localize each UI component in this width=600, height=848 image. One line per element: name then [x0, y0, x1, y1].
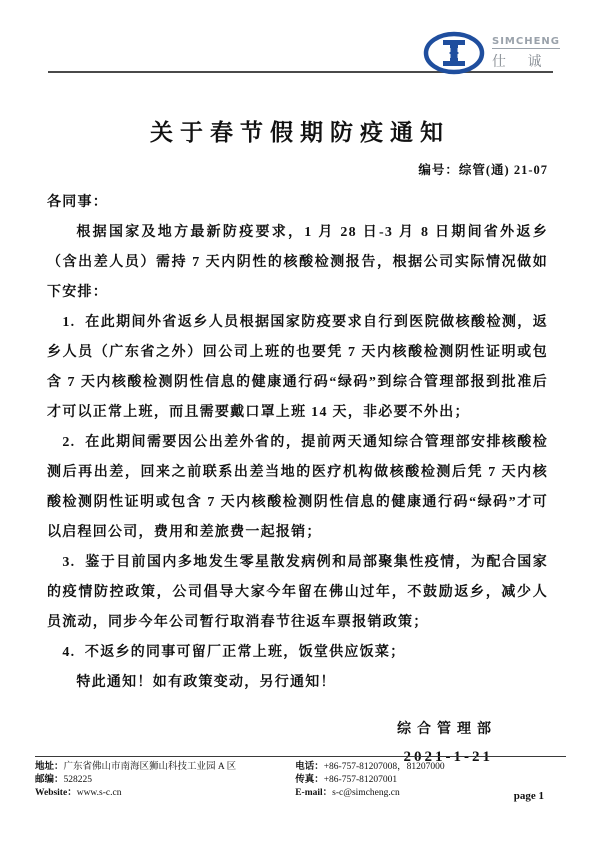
page-footer [35, 756, 566, 800]
footer-address-label: 地址： [35, 762, 64, 772]
footer-zip-value: 528225 [63, 775, 93, 785]
footer-phone-value: +86-757-81207008，81207000 [323, 762, 445, 772]
footer-phone [295, 761, 566, 774]
page-number: page 1 [513, 790, 544, 802]
footer-website-label: Website： [35, 788, 77, 798]
signature-date: 2021-1-21 [403, 749, 493, 765]
brand-name-en: SIMCHENG [492, 35, 560, 47]
footer-address-value: 广东省佛山市南海区狮山科技工业园 A 区 [63, 762, 237, 772]
salutation: 各同事： [47, 195, 109, 210]
paragraph-item-1: 1. 在此期间外省返乡人员根据国家防疫要求自行到医院做核酸检测，返乡人员（广东省之外）回公司上班的也要凭 7 天内核酸检测阴性证明或包含 7 天内核酸检测阴性信息的健康通行码“绿码”到综合管理部报到批准后才可以正常上班，而且需要戴口罩上班 14 天，非必要不外出； [47, 315, 548, 420]
footer-email-value: s-c@simcheng.cn [332, 788, 400, 798]
brand-name-cn: 仕 诚 [492, 54, 551, 70]
paragraph-item-2: 2. 在此期间需要因公出差外省的，提前两天通知综合管理部安排核酸检测后再出差，回来之前联系出差当地的医疗机构做核酸检测后凭 7 天内核酸检测阴性证明或包含 7 天内核酸检测阴性信息的健康通行码“绿码”才可以启程回公司，费用和差旅费一起报销； [47, 435, 548, 540]
footer-website-value: www.s-c.cn [76, 788, 122, 798]
signature-department: 综合管理部 [397, 722, 497, 737]
footer-phone-label: 电话： [295, 762, 324, 772]
footer-fax-label: 传真： [295, 775, 324, 785]
letterhead [0, 0, 600, 75]
footer-fax [295, 774, 566, 787]
footer-left-column [35, 761, 295, 800]
footer-zip-label: 邮编： [35, 775, 64, 785]
paragraph-closing: 特此通知！如有政策变动，另行通知！ [76, 675, 336, 690]
paragraph-item-3: 3. 鉴于目前国内多地发生零星散发病例和局部聚集性疫情，为配合国家的疫情防控政策，公司倡导大家今年留在佛山过年，不鼓励返乡，减少人员流动，同步今年公司暂行取消春节往返车票报销政策； [47, 555, 548, 630]
footer-zip [35, 774, 295, 787]
footer-website [35, 787, 295, 800]
brand-text [492, 36, 560, 71]
document-number: 编号：综管(通) 21-07 [418, 163, 548, 177]
footer-email-label: E-mail： [295, 788, 333, 798]
logo-emblem-icon [423, 31, 485, 75]
company-logo [423, 31, 560, 75]
footer-fax-value: +86-757-81207001 [323, 775, 398, 785]
paragraph-item-4: 4. 不返乡的同事可留厂正常上班，饭堂供应饭菜； [62, 645, 406, 660]
paragraph-intro: 根据国家及地方最新防疫要求，1 月 28 日-3 月 8 日期间省外返乡（含出差人员）需持 7 天内阴性的核酸检测报告，根据公司实际情况做如下安排： [47, 225, 548, 300]
document-body [0, 188, 600, 698]
footer-contact-columns [35, 761, 566, 800]
footer-address [35, 761, 295, 774]
page-title: 关于春节假期防疫通知 [150, 120, 450, 145]
